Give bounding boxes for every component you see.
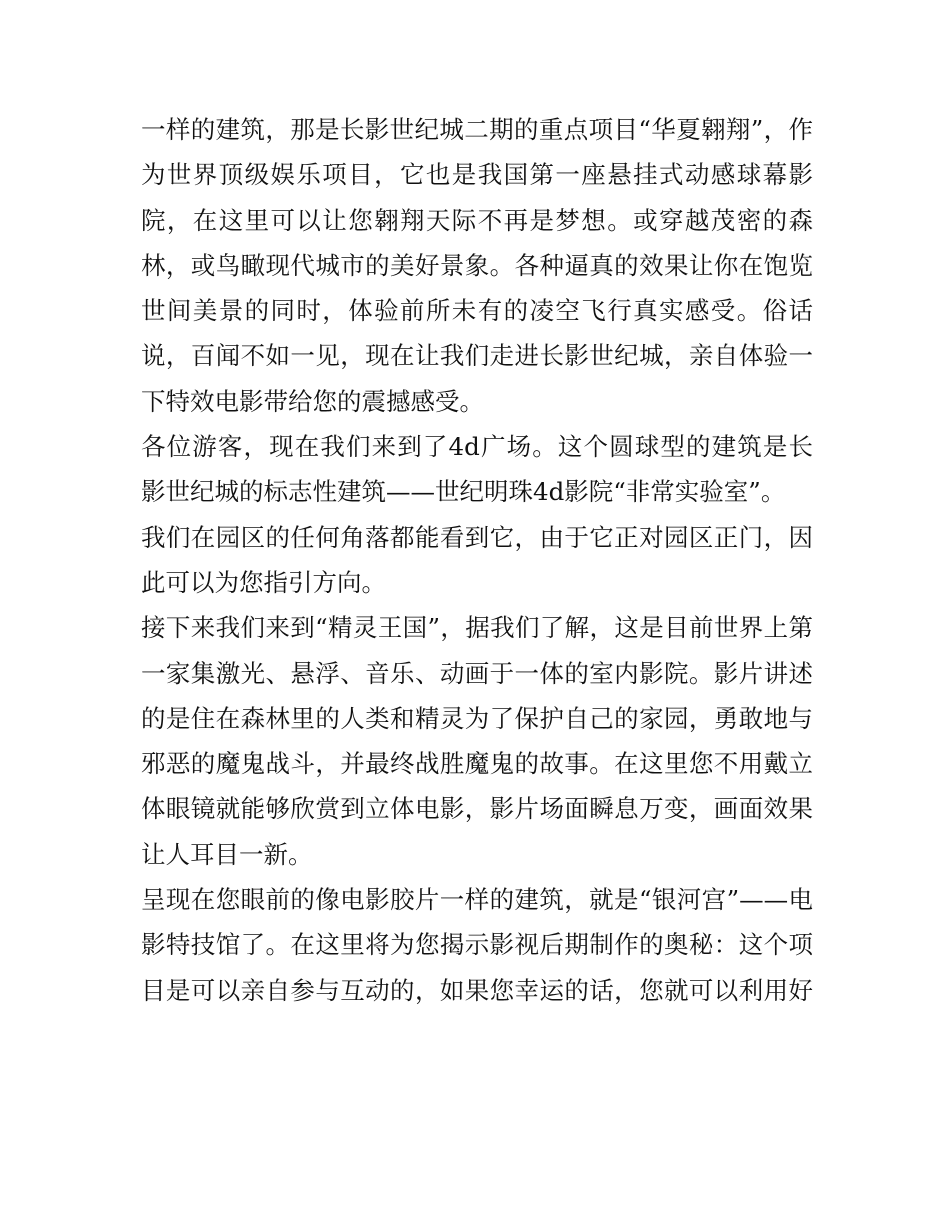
text-line: 我们在园区的任何角落都能看到它，由于它正对园区正门，因 [141, 522, 813, 552]
text-line: 下特效电影带给您的震撼感受。 [141, 386, 484, 416]
text-line: 林，或鸟瞰现代城市的美好景象。各种逼真的效果让你在饱览 [141, 250, 813, 280]
document-body [141, 107, 813, 1013]
text-line: 世间美景的同时，体验前所未有的凌空飞行真实感受。俗话 [141, 296, 813, 326]
text-line: 说，百闻不如一见，现在让我们走进长影世纪城，亲自体验一 [141, 341, 813, 371]
paragraph-4 [141, 877, 813, 1013]
text-line: 的是住在森林里的人类和精灵为了保护自己的家园，勇敢地与 [141, 703, 813, 733]
text-line: 影世纪城的标志性建筑——世纪明珠4d影院“非常实验室”。 [141, 477, 786, 507]
text-line: 让人耳目一新。 [141, 839, 313, 869]
text-line: 院，在这里可以让您翱翔天际不再是梦想。或穿越茂密的森 [141, 205, 813, 235]
text-line: 接下来我们来到“精灵王国”，据我们了解，这是目前世界上第 [141, 613, 813, 643]
text-line: 影特技馆了。在这里将为您揭示影视后期制作的奥秘：这个项 [141, 930, 813, 960]
text-line: 目是可以亲自参与互动的，如果您幸运的话，您就可以利用好 [141, 975, 813, 1005]
text-line: 体眼镜就能够欣赏到立体电影，影片场面瞬息万变，画面效果 [141, 794, 813, 824]
text-line: 呈现在您眼前的像电影胶片一样的建筑，就是“银河宫”——电 [141, 885, 813, 915]
paragraph-3 [141, 605, 813, 877]
text-line: 此可以为您指引方向。 [141, 567, 386, 597]
text-line: 一样的建筑，那是长影世纪城二期的重点项目“华夏翱翔”，作 [141, 115, 813, 144]
text-line: 各位游客，现在我们来到了4d广场。这个圆球型的建筑是长 [141, 432, 813, 462]
text-line: 一家集激光、悬浮、音乐、动画于一体的室内影院。影片讲述 [141, 658, 813, 688]
text-line: 邪恶的魔鬼战斗，并最终战胜魔鬼的故事。在这里您不用戴立 [141, 749, 813, 779]
paragraph-2 [141, 424, 813, 605]
paragraph-1 [141, 107, 813, 424]
text-line: 为世界顶级娱乐项目，它也是我国第一座悬挂式动感球幕影 [141, 160, 813, 190]
